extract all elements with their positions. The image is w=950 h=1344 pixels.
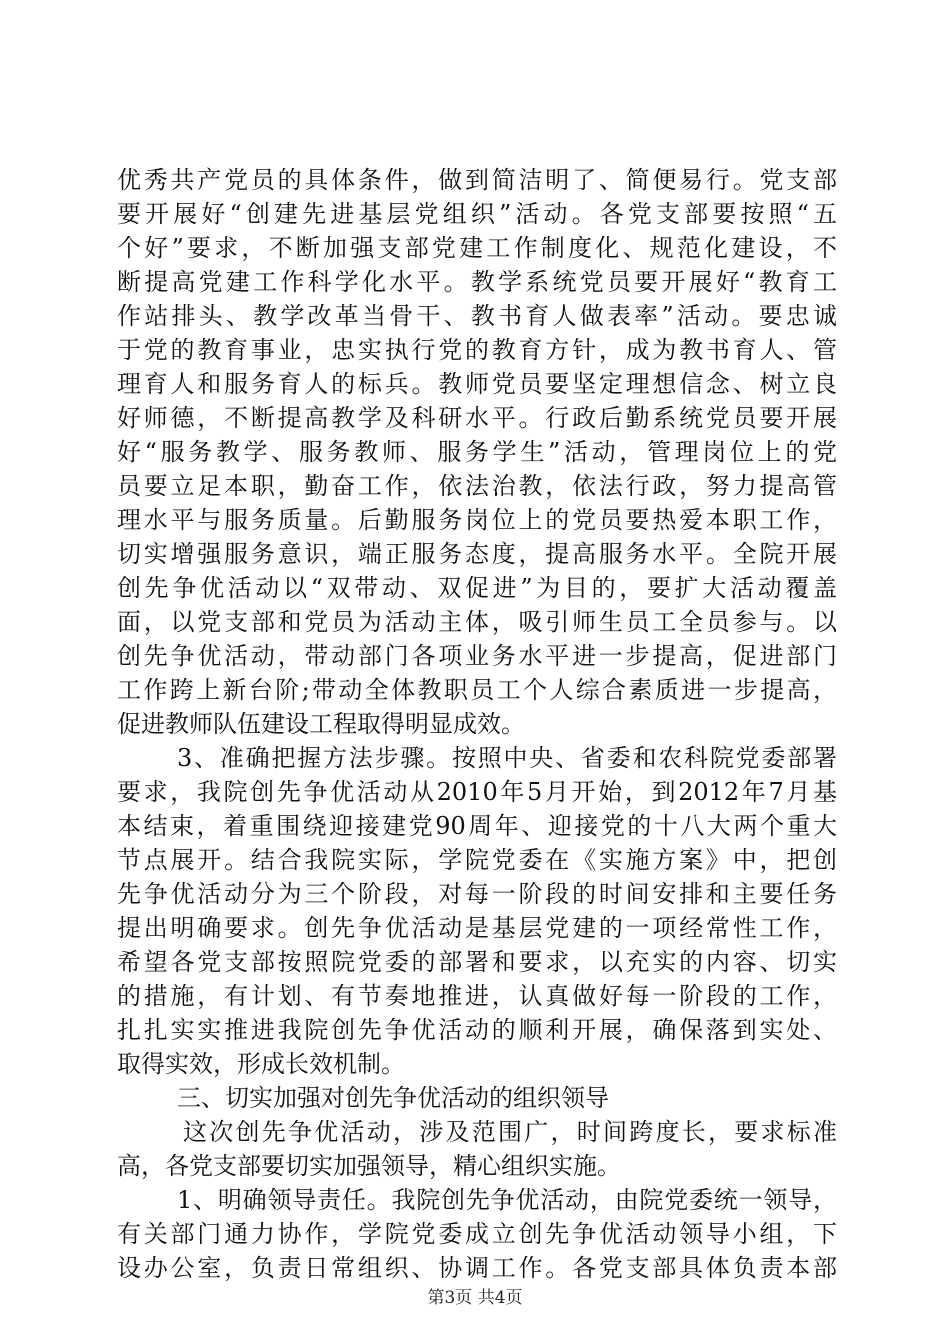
text-line: 员要立足本职，勤奋工作，依法治教，依法行政，努力提高管 bbox=[117, 472, 837, 500]
body-text bbox=[117, 163, 837, 1285]
text-line: 的措施，有计划、有节奏地推进，认真做好每一阶段的工作， bbox=[117, 982, 837, 1010]
text-line: 本结束，着重围绕迎接建党90周年、迎接党的十八大两个重大 bbox=[117, 812, 837, 840]
text-line: 个好”要求，不断加强支部党建工作制度化、规范化建设，不 bbox=[117, 234, 837, 262]
text-line: 要求，我院创先争优活动从2010年5月开始，到2012年7月基 bbox=[117, 778, 837, 806]
text-line: 3、准确把握方法步骤。按照中央、省委和农科院党委部署 bbox=[177, 744, 837, 772]
text-line: 有关部门通力协作，学院党委成立创先争优活动领导小组，下 bbox=[117, 1220, 837, 1248]
text-line: 1、明确领导责任。我院创先争优活动，由院党委统一领导， bbox=[177, 1186, 837, 1214]
text-line: 理育人和服务育人的标兵。教师党员要坚定理想信念、树立良 bbox=[117, 370, 837, 398]
text-line: 优秀共产党员的具体条件，做到简洁明了、简便易行。党支部 bbox=[117, 166, 837, 194]
text-line: 面，以党支部和党员为活动主体，吸引师生员工全员参与。以 bbox=[117, 608, 837, 636]
text-line: 这次创先争优活动，涉及范围广，时间跨度长，要求标准 bbox=[183, 1118, 837, 1146]
text-line: 创先争优活动，带动部门各项业务水平进一步提高，促进部门 bbox=[117, 642, 837, 670]
text-line: 提出明确要求。创先争优活动是基层党建的一项经常性工作， bbox=[117, 914, 837, 942]
text-line: 高，各党支部要切实加强领导，精心组织实施。 bbox=[117, 1152, 621, 1180]
text-line: 三、切实加强对创先争优活动的组织领导 bbox=[177, 1084, 609, 1112]
text-line: 作站排头、教学改革当骨干、教书育人做表率”活动。要忠诚 bbox=[117, 302, 837, 330]
text-line: 断提高党建工作科学化水平。教学系统党员要开展好“教育工 bbox=[117, 268, 837, 296]
text-line: 取得实效，形成长效机制。 bbox=[117, 1050, 405, 1078]
text-line: 促进教师队伍建设工程取得明显成效。 bbox=[117, 710, 525, 738]
text-line: 于党的教育事业，忠实执行党的教育方针，成为教书育人、管 bbox=[117, 336, 837, 364]
text-line: 希望各党支部按照院党委的部署和要求，以充实的内容、切实 bbox=[117, 948, 837, 976]
text-line: 工作跨上新台阶;带动全体教职员工个人综合素质进一步提高， bbox=[117, 676, 837, 704]
text-line: 好“服务教学、服务教师、服务学生”活动，管理岗位上的党 bbox=[117, 438, 837, 466]
text-line: 设办公室，负责日常组织、协调工作。各党支部具体负责本部 bbox=[117, 1254, 837, 1282]
text-line: 要开展好“创建先进基层党组织”活动。各党支部要按照“五 bbox=[117, 200, 837, 228]
text-line: 扎扎实实推进我院创先争优活动的顺利开展，确保落到实处、 bbox=[117, 1016, 837, 1044]
text-line: 好师德，不断提高教学及科研水平。行政后勤系统党员要开展 bbox=[117, 404, 837, 432]
text-line: 创先争优活动以“双带动、双促进”为目的，要扩大活动覆盖 bbox=[117, 574, 837, 602]
text-line: 切实增强服务意识，端正服务态度，提高服务水平。全院开展 bbox=[117, 540, 837, 568]
page-footer: 第3页 共4页 bbox=[427, 1288, 523, 1308]
text-line: 节点展开。结合我院实际，学院党委在《实施方案》中，把创 bbox=[117, 846, 837, 874]
text-line: 先争优活动分为三个阶段，对每一阶段的时间安排和主要任务 bbox=[117, 880, 837, 908]
text-line: 理水平与服务质量。后勤服务岗位上的党员要热爱本职工作， bbox=[117, 506, 837, 534]
